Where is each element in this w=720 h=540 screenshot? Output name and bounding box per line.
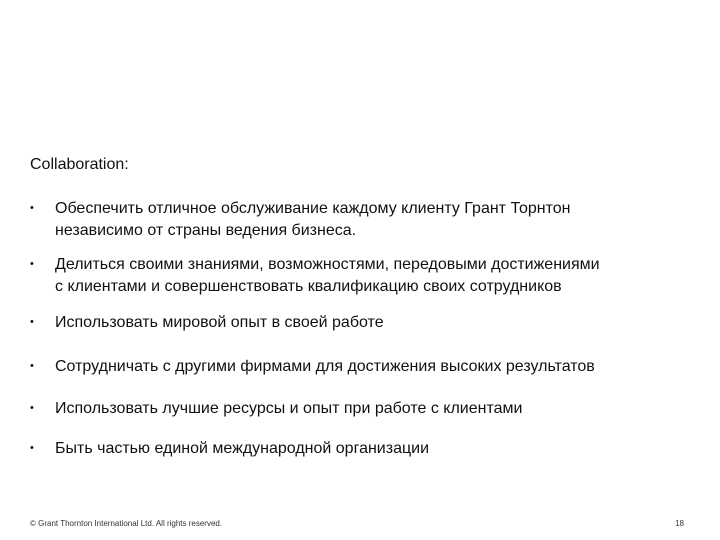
bullet-text-line: независимо от страны ведения бизнеса.	[55, 222, 357, 239]
bullet-marker: •	[30, 258, 34, 270]
bullet-text-line: Быть частью единой международной организации	[55, 440, 430, 457]
bullet-marker: •	[30, 316, 34, 328]
bullet-text-line: Использовать лучшие ресурсы и опыт при работе с клиентами	[55, 400, 523, 417]
bullet-marker: •	[30, 442, 34, 454]
bullet-text-line: Обеспечить отличное обслуживание каждому клиенту Грант Торнтон	[55, 200, 571, 217]
bullet-text-line: Сотрудничать с другими фирмами для достижения высоких результатов	[55, 358, 595, 375]
bullet-marker: •	[30, 360, 34, 372]
page-number: 18	[675, 519, 684, 528]
bullet-text	[55, 254, 685, 298]
bullet-text	[55, 312, 685, 334]
bullet-text-line: Делиться своими знаниями, возможностями, передовыми достижениями	[55, 256, 600, 273]
bullet-text	[55, 438, 685, 460]
slide-heading: Collaboration:	[30, 156, 129, 173]
bullet-text-line: с клиентами и совершенствовать квалификацию своих сотрудников	[55, 278, 562, 295]
bullet-text-line: Использовать мировой опыт в своей работе	[55, 314, 384, 331]
footer-copyright: © Grant Thornton International Ltd. All rights reserved.	[30, 519, 223, 528]
bullet-text	[55, 356, 685, 378]
bullet-marker: •	[30, 402, 34, 414]
bullet-text	[55, 198, 685, 242]
bullet-text	[55, 398, 685, 420]
bullet-marker: •	[30, 202, 34, 214]
